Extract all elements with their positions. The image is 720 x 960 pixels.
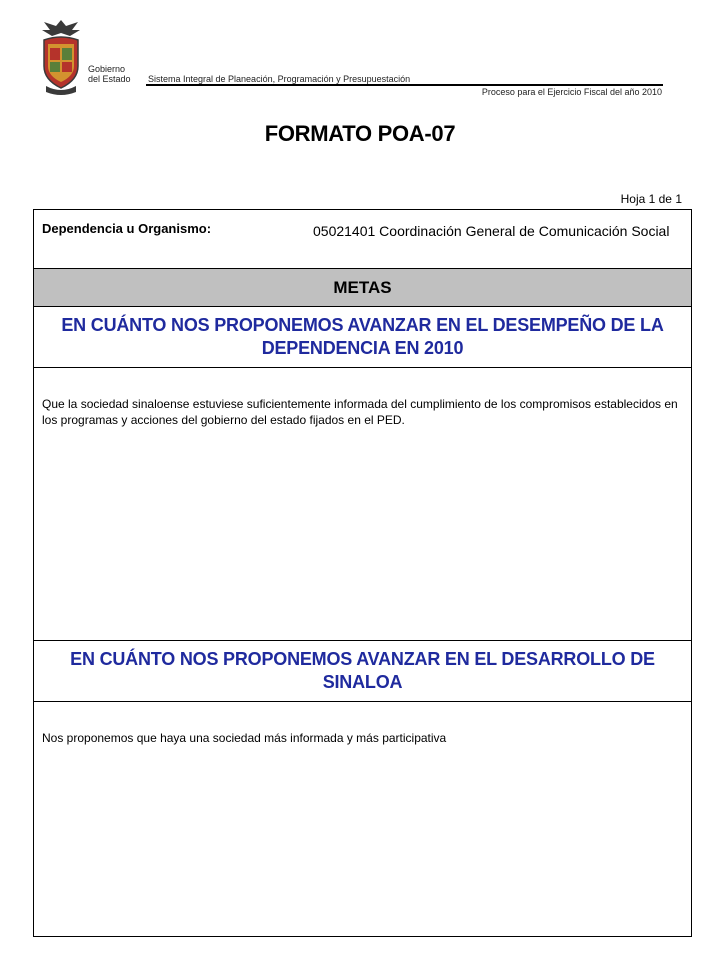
header-divider	[146, 84, 663, 86]
section-2-text: Nos proponemos que haya una sociedad más informada y más participativa	[42, 731, 447, 745]
section-1-heading-row	[34, 307, 691, 368]
process-title: Proceso para el Ejercicio Fiscal del año 2010	[481, 87, 662, 97]
sheet-number: Hoja 1 de 1	[620, 192, 682, 206]
dependency-value: 05021401 Coordinación General de Comunicación Social	[313, 223, 670, 239]
page-title: FORMATO POA-07	[264, 121, 456, 146]
section-1-text: Que la sociedad sinaloense estuviese suficientemente informada del cumplimiento de los compromisos establecidos en los programas y acciones del gobierno del estado fijados en el PED.	[42, 397, 678, 427]
metas-header: METAS	[34, 269, 691, 307]
government-line-1: Gobierno	[88, 64, 126, 74]
section-2-body	[34, 702, 691, 936]
section-2-heading: EN CUÁNTO NOS PROPONEMOS AVANZAR EN EL DESARROLLO DE SINALOA	[70, 649, 655, 692]
poa-form	[33, 209, 692, 937]
state-coat-of-arms-icon	[36, 18, 86, 96]
government-line-2: del Estado	[88, 74, 131, 84]
section-1-body	[34, 368, 691, 641]
dependency-label: Dependencia u Organismo:	[42, 221, 212, 236]
section-2-heading-row	[34, 641, 691, 702]
section-1-heading: EN CUÁNTO NOS PROPONEMOS AVANZAR EN EL DESEMPEÑO DE LA DEPENDENCIA EN 2010	[61, 315, 664, 358]
dependency-row	[34, 210, 691, 269]
government-label	[88, 64, 131, 84]
system-title: Sistema Integral de Planeación, Programación y Presupuestación	[148, 74, 411, 84]
